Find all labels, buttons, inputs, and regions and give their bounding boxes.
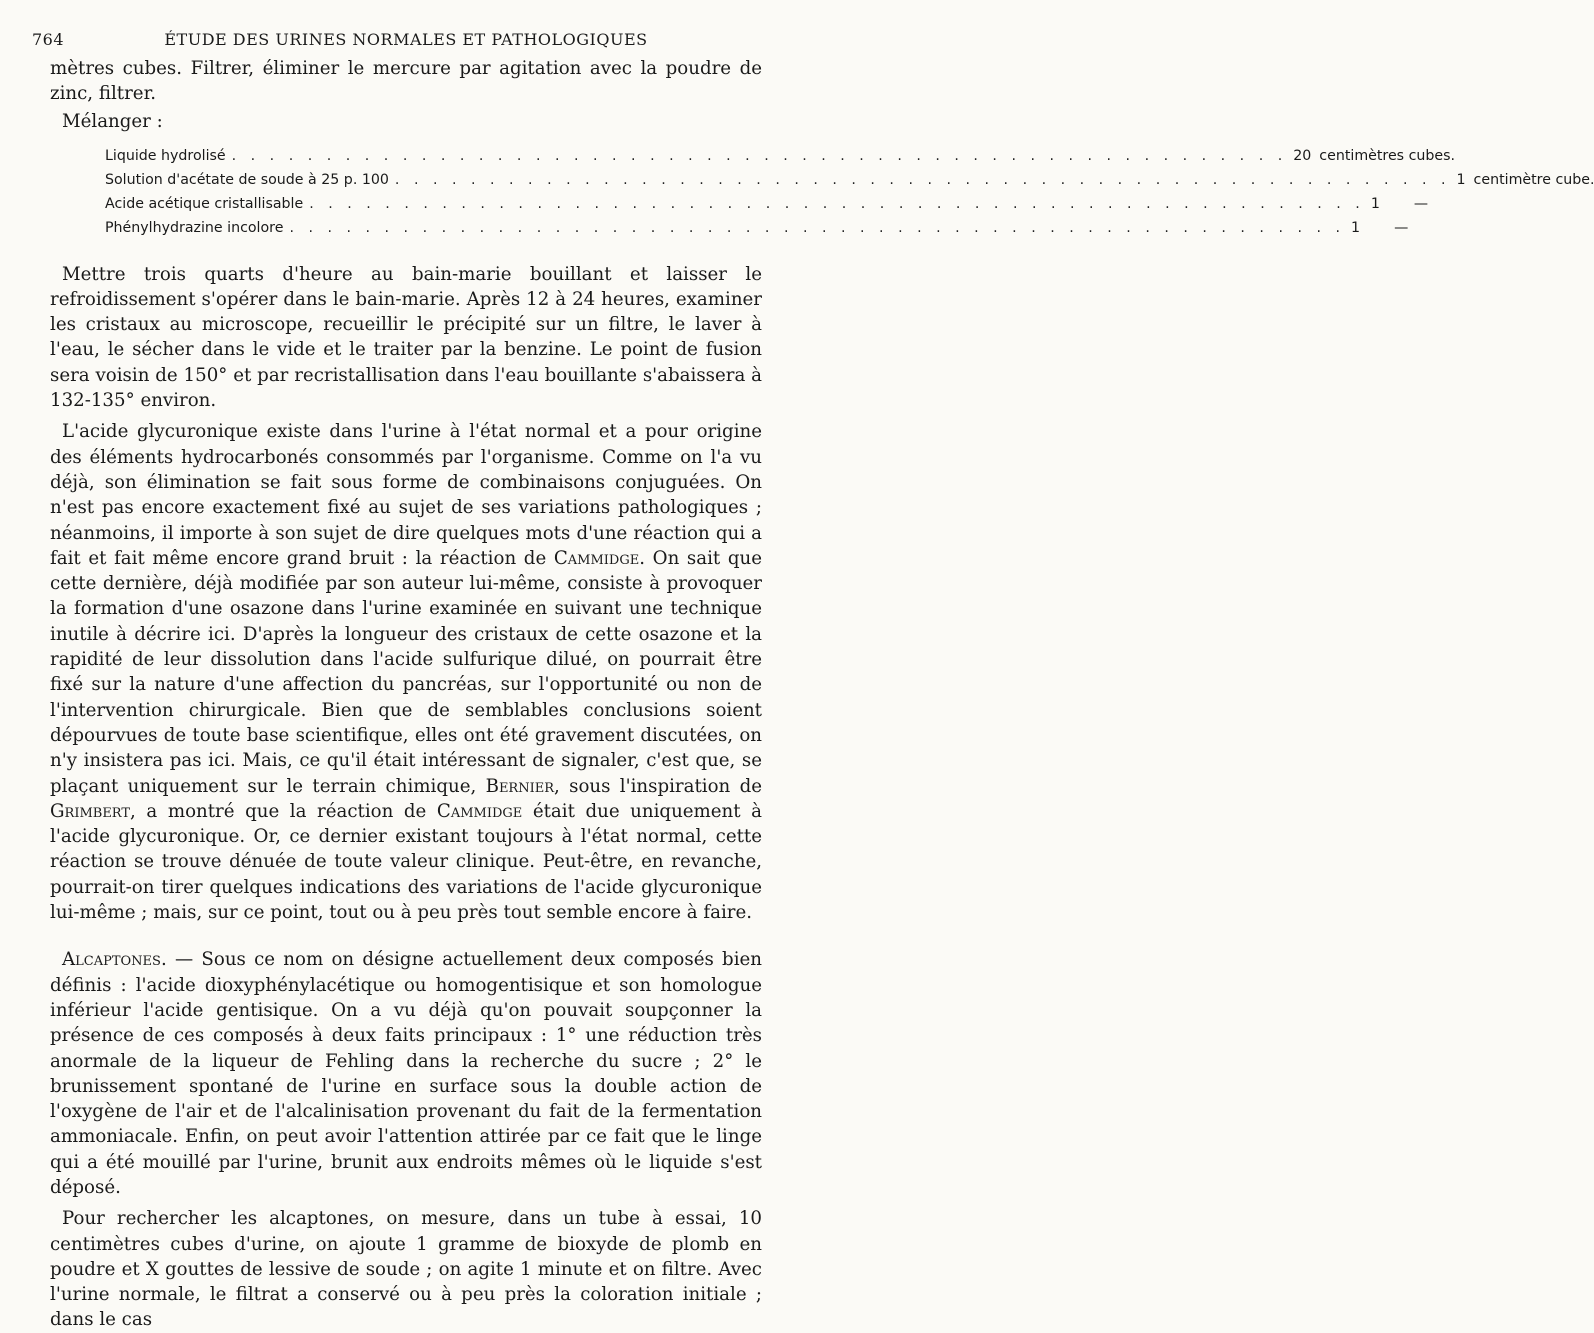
author-name-grimbert: Grimbert — [50, 800, 131, 822]
paragraph-filtration: mètres cubes. Filtrer, éliminer le mercure par agitation avec la poudre de zinc, filtrer. — [50, 58, 762, 105]
section-heading: Alcaptones. — [62, 949, 167, 971]
page-number: 764 — [32, 30, 65, 49]
recipe-quantity: 1 — [1351, 219, 1361, 236]
recipe-row — [105, 147, 1456, 172]
text-run: , a montré que la réaction de — [130, 800, 437, 822]
text-run: , sous l'inspiration de — [554, 775, 762, 797]
recipe-ingredient: Phénylhydrazine incolore — [105, 219, 284, 236]
recipe-unit: — — [1413, 195, 1429, 212]
paragraph-alcaptones — [50, 947, 762, 1200]
text-run: . On sait que cette dernière, déjà modifiée par son auteur lui-même, consiste à provoquer la formation d'une osazone dans l'urine examinée en suivant une technique inutile à décrire ici. D'après la longueur des cristaux de cette osazone et la rapidité de leur dissolution dans l'acide sulfurique dilué, on pourrait être fixé sur la nature d'une affection du pancréas, sur l'opportunité ou non de l'intervention chirurgicale. Bien que de semblables conclusions soient dépourvues de toute base scientifique, elles ont été gravement discutées, on n'y insistera pas ici. Mais, ce qu'il était intéressant de signaler, c'est que, se plaçant uniquement sur le terrain chimique, — [50, 547, 763, 797]
recipe-unit: centimètres cubes. — [1319, 147, 1456, 164]
leader-dots: . . . . . . . . . . . . . . . . . . . . . . . . . . . . . . . . . . . . . . . . . . . . . . . . . . . . . . . . — [231, 147, 1288, 164]
recipe-quantity: 1 — [1370, 195, 1380, 212]
recipe-ingredient: Acide acétique cristallisable — [105, 195, 304, 212]
recipe-ingredient: Liquide hydrolisé — [105, 147, 226, 164]
leader-dots: . . . . . . . . . . . . . . . . . . . . . . . . . . . . . . . . . . . . . . . . . . . . . . . . . . . . . . . . — [309, 195, 1365, 212]
page-header — [32, 26, 762, 56]
recipe-unit: — — [1394, 219, 1409, 236]
paragraph-procedure: Mettre trois quarts d'heure au bain-marie bouillant et laisser le refroidissement s'opérer dans le bain-marie. Après 12 à 24 heures, examiner les cristaux au microscope, recueillir le précipité sur un filtre, le laver à l'eau, le sécher dans le vide et le traiter par la benzine. Le point de fusion sera voisin de 150° et par recristallisation dans l'eau bouillante s'abaissera à 132-135° environ. — [50, 263, 762, 412]
recipe-table — [105, 147, 1594, 244]
recipe-row — [105, 171, 1594, 196]
text-run: — Sous ce nom on désigne actuellement deux composés bien définis : l'acide dioxyphénylacétique ou homogentisique et son homologue inférieur l'acide gentisique. On a vu déjà qu'on pouvait soupçonner la présence de ces composés à deux faits principaux : 1° une réduction très anormale de la liqueur de Fehling dans la recherche du sucre ; 2° le brunissement spontané de l'urine en surface sous la double action de l'oxygène de l'air et de l'alcalinisation provenant du fait de la fermentation ammoniacale. Enfin, on peut avoir l'attention attirée par ce fait que le linge qui a été mouillé par l'urine, brunit aux endroits mêmes où le liquide s'est déposé. — [50, 949, 762, 1198]
author-name-cammidge: Cammidge — [436, 800, 523, 822]
recipe-ingredient: Solution d'acétate de soude à 25 p. 100 — [105, 171, 389, 188]
paragraph-glycuronic-acid — [50, 419, 762, 925]
mix-label: Mélanger : — [62, 110, 163, 132]
text-run: était due uniquement à l'acide glycuronique. Or, ce dernier existant toujours à l'état normal, cette réaction se trouve dénuée de toute valeur clinique. Peut-être, en revanche, pourrait-on tirer quelques indications des variations de l'acide glycuronique lui-même ; mais, sur ce point, tout ou à peu près tout semble encore à faire. — [50, 800, 762, 924]
author-name-cammidge: Cammidge — [553, 547, 640, 569]
paragraph-alcaptone-test: Pour rechercher les alcaptones, on mesure, dans un tube à essai, 10 centimètres cubes d'urine, on ajoute 1 gramme de bioxyde de plomb en poudre et X gouttes de lessive de soude ; on agite 1 minute et on filtre. Avec l'urine normale, le filtrat a conservé ou à peu près la coloration initiale ; dans le cas — [50, 1208, 762, 1331]
author-name-bernier: Bernier — [485, 775, 555, 797]
recipe-row — [105, 195, 1429, 220]
leader-dots: . . . . . . . . . . . . . . . . . . . . . . . . . . . . . . . . . . . . . . . . . . . . . . . . . . . . . . . . — [394, 171, 1451, 188]
leader-dots: . . . . . . . . . . . . . . . . . . . . . . . . . . . . . . . . . . . . . . . . . . . . . . . . . . . . . . . . — [289, 219, 1346, 236]
recipe-quantity: 1 — [1456, 171, 1466, 188]
recipe-quantity: 20 — [1293, 147, 1312, 164]
recipe-unit: centimètre cube. — [1473, 171, 1594, 188]
recipe-row — [105, 219, 1409, 244]
text-run: L'acide glycuronique existe dans l'urine à l'état normal et a pour origine des éléments hydrocarbonés consommés par l'organisme. Comme on l'a vu déjà, son élimination se fait sous forme de combinaisons conjuguées. On n'est pas encore exactement fixé au sujet de ses variations pathologiques ; néanmoins, il importe à son sujet de dire quelques mots d'une réaction qui a fait et fait même encore grand bruit : la réaction de — [50, 421, 762, 569]
running-title: ÉTUDE DES URINES NORMALES ET PATHOLOGIQUES — [164, 30, 648, 49]
